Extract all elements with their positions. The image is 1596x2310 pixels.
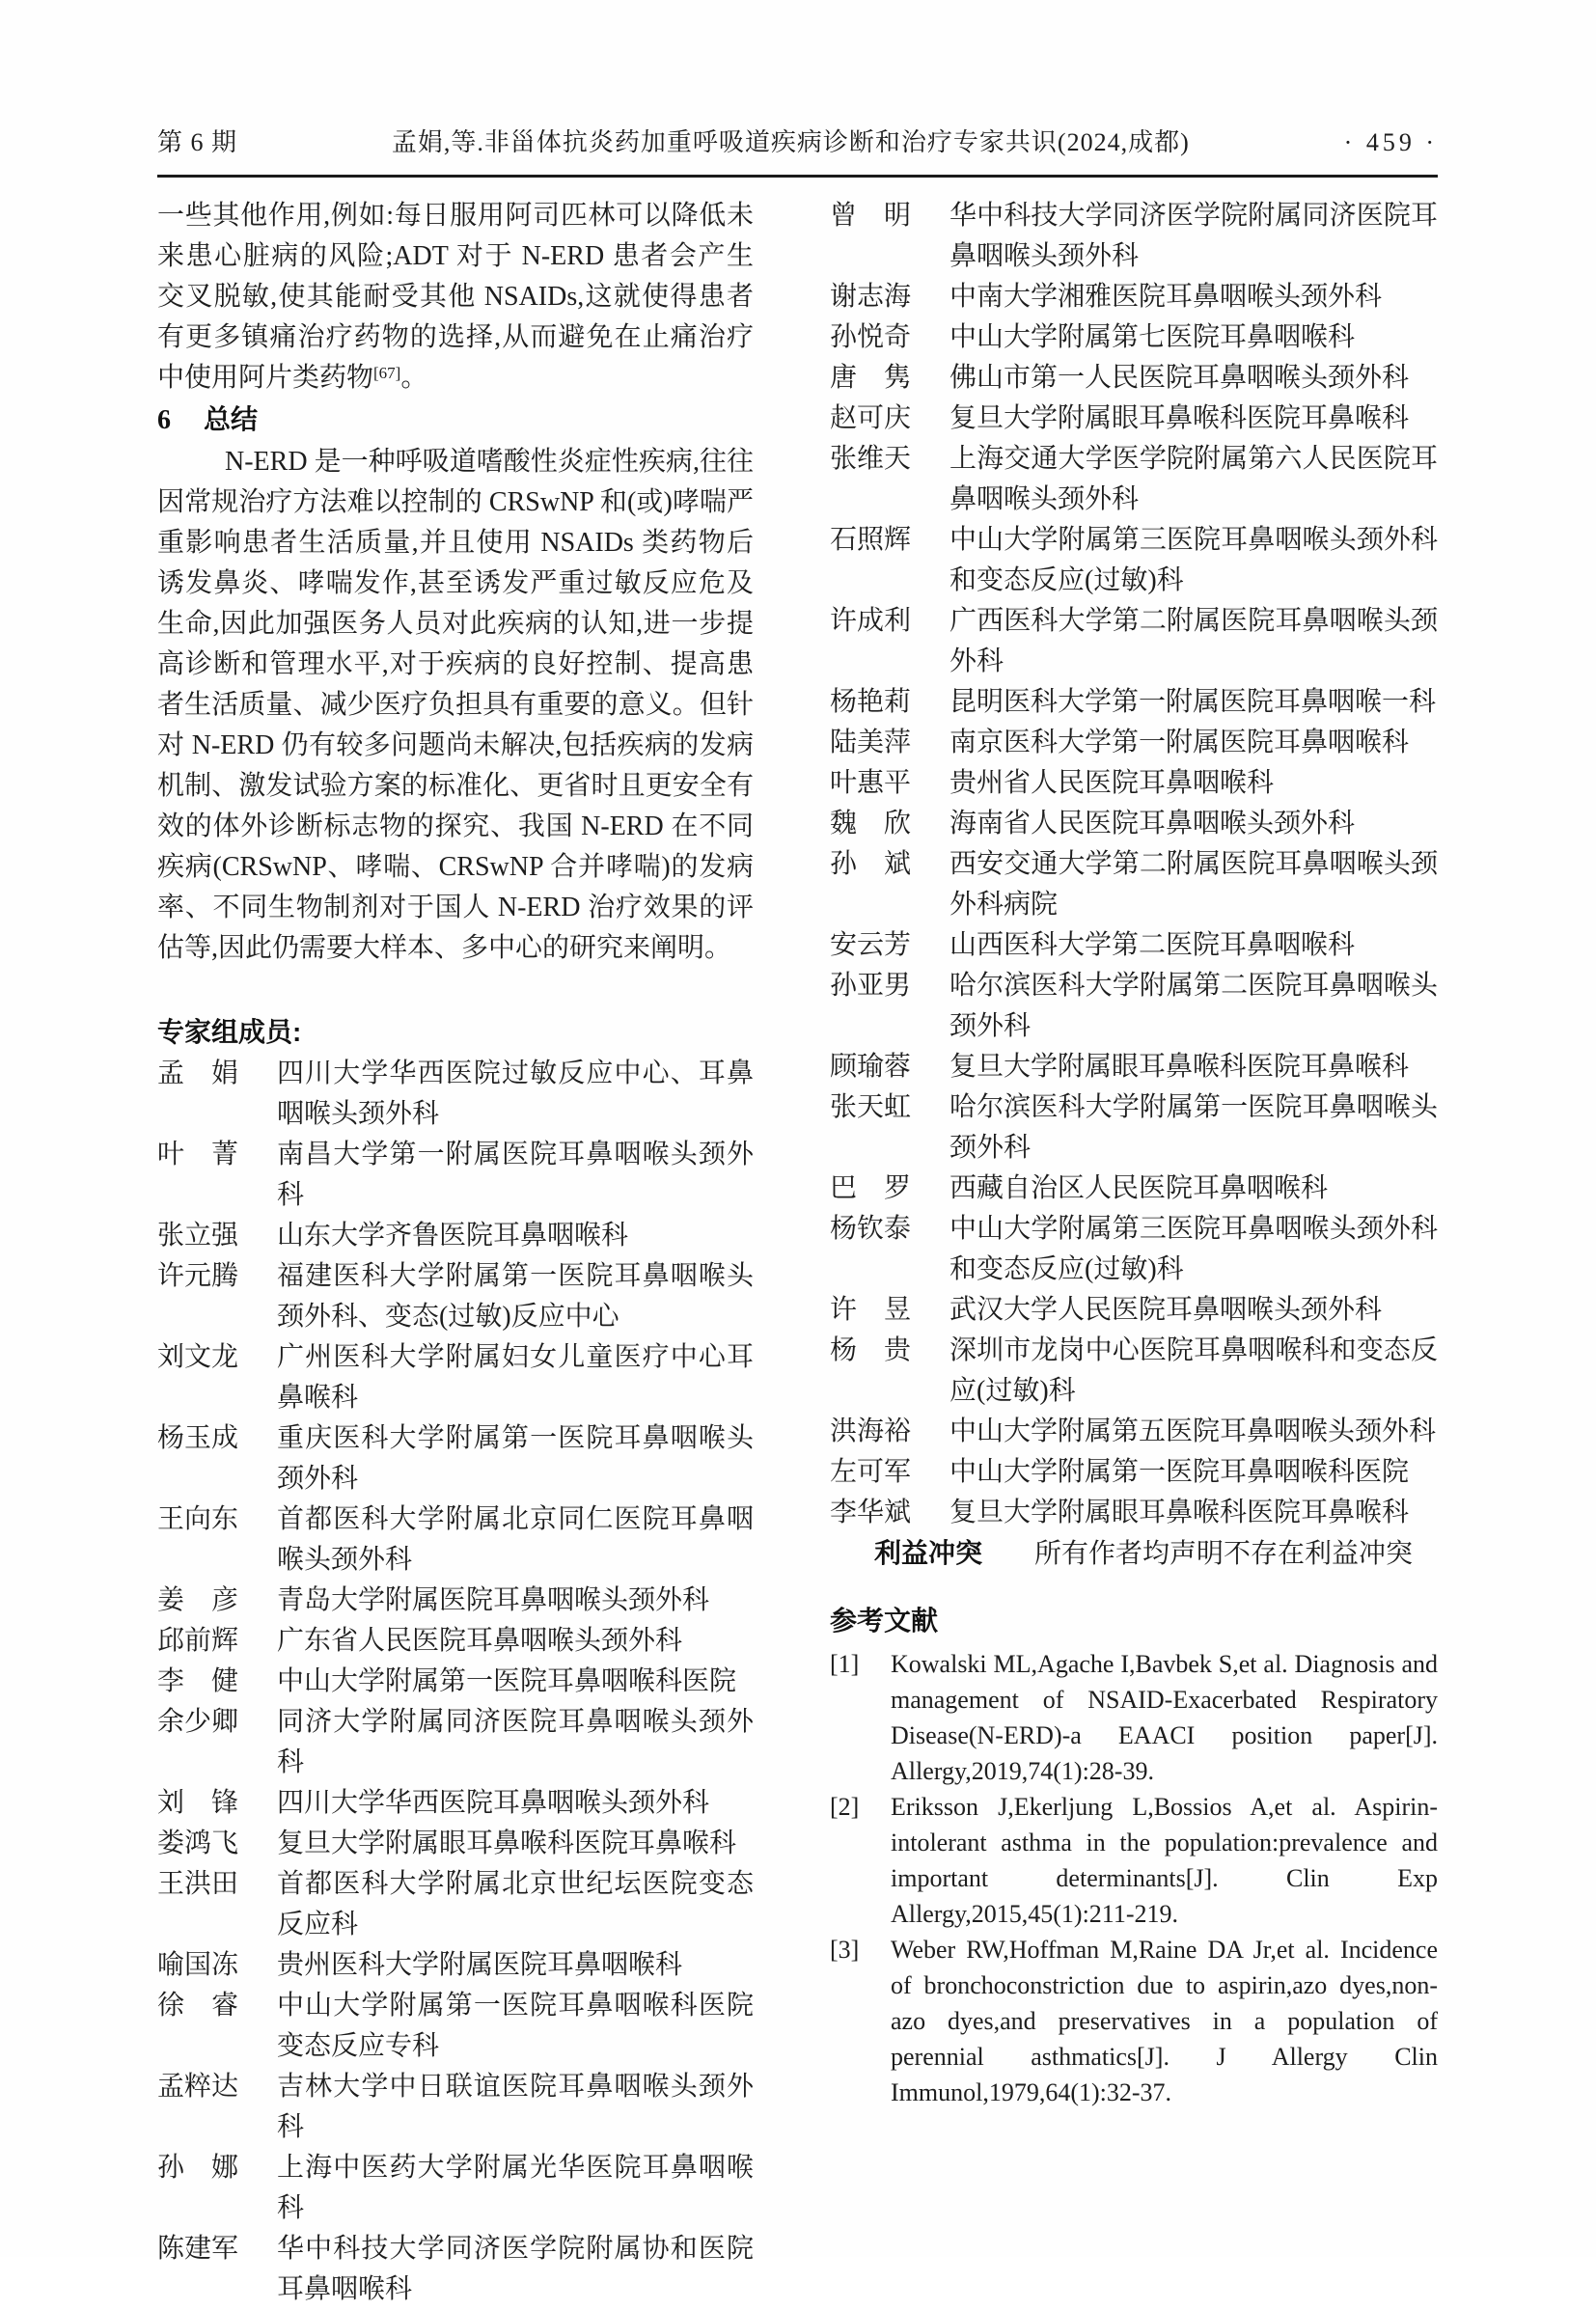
reference-number: [1] [830, 1650, 860, 1678]
experts-heading: 专家组成员: [157, 1017, 302, 1047]
expert-affiliation: 首都医科大学附属北京世纪坛医院变态反应科 [277, 1869, 754, 1939]
expert-name: 杨艳莉 [830, 687, 912, 717]
expert-row [830, 520, 1438, 601]
expert-name: 孟 娟 [157, 1059, 239, 1088]
expert-row [830, 601, 1438, 682]
expert-row [830, 723, 1438, 763]
expert-name: 孙 斌 [830, 849, 912, 879]
expert-affiliation: 首都医科大学附属北京同仁医院耳鼻咽喉头颈外科 [277, 1504, 754, 1575]
expert-affiliation: 哈尔滨医科大学附属第二医院耳鼻咽喉头颈外科 [949, 971, 1438, 1041]
expert-row [157, 1783, 754, 1824]
expert-row [157, 1824, 754, 1864]
reference-text: Weber RW,Hoffman M,Raine DA Jr,et al. Incidence of bronchoconstriction due to aspirin,azo dyes,non-azo dyes,and preservatives in a population of perennial asthmatics[J]. J Allergy Clin Immunol,1979,64(1):32-37. [891, 1936, 1438, 2106]
expert-affiliation: 复旦大学附属眼耳鼻喉科医院耳鼻喉科 [277, 1829, 737, 1858]
expert-row [830, 1412, 1438, 1452]
reference-text: Kowalski ML,Agache I,Bavbek S,et al. Diagnosis and management of NSAID-Exacerbated Respiratory Disease(N-ERD)-a EAACI position paper[J]. Allergy,2019,74(1):28-39. [891, 1650, 1438, 1785]
running-title: 孟娟,等.非甾体抗炎药加重呼吸道疾病诊断和治疗专家共识(2024,成都) [391, 128, 1190, 156]
expert-affiliation: 佛山市第一人民医院耳鼻咽喉头颈外科 [949, 363, 1410, 393]
expert-name: 邱前辉 [157, 1626, 239, 1656]
expert-affiliation: 昆明医科大学第一附属医院耳鼻咽喉一科 [949, 687, 1437, 717]
page-header [157, 124, 1438, 162]
expert-affiliation: 西藏自治区人民医院耳鼻咽喉科 [949, 1173, 1329, 1203]
left-column [157, 196, 754, 2310]
expert-affiliation: 四川大学华西医院过敏反应中心、耳鼻咽喉头颈外科 [277, 1059, 754, 1129]
expert-affiliation: 华中科技大学同济医学院附属同济医院耳鼻咽喉头颈外科 [949, 201, 1438, 271]
expert-row [157, 1662, 754, 1702]
expert-row [830, 317, 1438, 358]
expert-affiliation: 复旦大学附属眼耳鼻喉科医院耳鼻喉科 [949, 1498, 1410, 1527]
reference-number: [3] [830, 1936, 860, 1964]
conflict-of-interest-label: 利益冲突 [874, 1538, 983, 1568]
references-heading: 参考文献 [830, 1606, 939, 1636]
expert-row [157, 2067, 754, 2148]
expert-name: 左可军 [830, 1457, 912, 1487]
experts-list-left [157, 1054, 754, 2310]
expert-name: 顾瑜蓉 [830, 1052, 912, 1082]
expert-row [830, 804, 1438, 844]
expert-affiliation: 山西医科大学第二医院耳鼻咽喉科 [949, 930, 1356, 960]
expert-name: 许元腾 [157, 1261, 239, 1291]
expert-affiliation: 中南大学湘雅医院耳鼻咽喉头颈外科 [949, 282, 1383, 312]
expert-name: 张天虹 [830, 1092, 912, 1122]
expert-name: 陈建军 [157, 2234, 239, 2264]
expert-name: 姜 彦 [157, 1585, 239, 1615]
header-rule [157, 175, 1438, 178]
expert-affiliation: 西安交通大学第二附属医院耳鼻咽喉头颈外科病院 [949, 849, 1438, 920]
expert-name: 张维天 [830, 444, 912, 474]
expert-name: 杨玉成 [157, 1423, 239, 1453]
expert-affiliation: 广东省人民医院耳鼻咽喉头颈外科 [277, 1626, 683, 1656]
expert-affiliation: 上海中医药大学附属光华医院耳鼻咽喉科 [277, 2153, 754, 2223]
expert-row [830, 763, 1438, 804]
expert-affiliation: 武汉大学人民医院耳鼻咽喉头颈外科 [949, 1295, 1383, 1325]
right-column [830, 196, 1438, 2110]
expert-affiliation: 上海交通大学医学院附属第六人民医院耳鼻咽喉头颈外科 [949, 444, 1438, 514]
paragraph-period: 。 [400, 363, 428, 393]
expert-affiliation: 南昌大学第一附属医院耳鼻咽喉头颈外科 [277, 1140, 754, 1210]
expert-row [157, 1864, 754, 1945]
expert-affiliation: 广州医科大学附属妇女儿童医疗中心耳鼻喉科 [277, 1342, 754, 1413]
expert-name: 陆美萍 [830, 728, 912, 757]
expert-name: 赵可庆 [830, 403, 912, 433]
expert-name: 唐 隽 [830, 363, 912, 393]
expert-name: 谢志海 [830, 282, 912, 312]
expert-row [830, 439, 1438, 520]
expert-name: 孙亚男 [830, 971, 912, 1001]
conflict-of-interest-text: 所有作者均声明不存在利益冲突 [1034, 1539, 1414, 1569]
expert-affiliation: 哈尔滨医科大学附属第一医院耳鼻咽喉头颈外科 [949, 1092, 1438, 1163]
expert-affiliation: 贵州医科大学附属医院耳鼻咽喉科 [277, 1950, 683, 1980]
reference-text: Eriksson J,Ekerljung L,Bossios A,et al. Aspirin-intolerant asthma in the population:prevalence and important determinants[J]. Clin Exp Allergy,2015,45(1):211-219. [891, 1793, 1438, 1928]
expert-row [157, 1499, 754, 1581]
expert-name: 孙 娜 [157, 2153, 239, 2183]
expert-row [830, 1290, 1438, 1331]
experts-list-right [830, 196, 1438, 1533]
expert-affiliation: 同济大学附属同济医院耳鼻咽喉头颈外科 [277, 1707, 754, 1777]
expert-row [157, 1256, 754, 1337]
expert-row [830, 1087, 1438, 1169]
reference-number: [2] [830, 1793, 860, 1821]
expert-row [157, 1986, 754, 2067]
page-number: · 459 · [1343, 128, 1438, 156]
expert-affiliation: 中山大学附属第五医院耳鼻咽喉头颈外科 [949, 1416, 1437, 1446]
summary-paragraph: N-ERD 是一种呼吸道嗜酸性炎症性疾病,往往因常规治疗方法难以控制的 CRSwNP 和(或)哮喘严重影响患者生活质量,并且使用 NSAIDs 类药物后诱发鼻炎、哮喘发作,甚至诱发严重过敏反应危及生命,因此加强医务人员对此疾病的认知,进一步提高诊断和管理水平,对于疾病的良好控制、提高患者生活质量、减少医疗负担具有重要的意义。但针对 N-ERD 仍有较多问题尚未解决,包括疾病的发病机制、激发试验方案的标准化、更省时且更安全有效的体外诊断标志物的探究、我国 N-ERD 在不同疾病(CRSwNP、哮喘、CRSwNP 合并哮喘)的发病率、不同生物制剂对于国人 N-ERD 治疗效果的评估等,因此仍需要大样本、多中心的研究来阐明。 [157, 447, 754, 963]
expert-affiliation: 重庆医科大学附属第一医院耳鼻咽喉头颈外科 [277, 1423, 754, 1494]
expert-name: 喻国冻 [157, 1950, 239, 1980]
expert-row [830, 196, 1438, 277]
expert-affiliation: 复旦大学附属眼耳鼻喉科医院耳鼻喉科 [949, 1052, 1410, 1082]
references-list [830, 1646, 1438, 2110]
expert-name: 孟粹达 [157, 2072, 239, 2102]
expert-row [830, 399, 1438, 439]
expert-affiliation: 吉林大学中日联谊医院耳鼻咽喉头颈外科 [277, 2072, 754, 2142]
expert-affiliation: 中山大学附属第一医院耳鼻咽喉科医院变态反应专科 [277, 1991, 754, 2061]
expert-affiliation: 山东大学齐鲁医院耳鼻咽喉科 [277, 1221, 629, 1251]
expert-name: 巴 罗 [830, 1173, 912, 1203]
paragraph-text: 一些其他作用,例如:每日服用阿司匹林可以降低未来患心脏病的风险;ADT 对于 N-ERD 患者会产生交叉脱敏,使其能耐受其他 NSAIDs,这就使得患者有更多镇痛治疗药物的选择,从而避免在止痛治疗中使用阿片类药物 [157, 201, 754, 393]
reference-item [830, 1932, 1438, 2110]
expert-name: 刘 锋 [157, 1788, 239, 1818]
expert-row [157, 1418, 754, 1499]
expert-row [157, 1945, 754, 1986]
expert-affiliation: 青岛大学附属医院耳鼻咽喉头颈外科 [277, 1585, 710, 1615]
section-number: 6 [157, 405, 171, 435]
expert-name: 许成利 [830, 606, 912, 636]
expert-affiliation: 中山大学附属第七医院耳鼻咽喉科 [949, 322, 1356, 352]
reference-item [830, 1646, 1438, 1789]
expert-row [157, 1216, 754, 1256]
expert-name: 徐 睿 [157, 1991, 239, 2021]
expert-name: 张立强 [157, 1221, 239, 1251]
expert-name: 王向东 [157, 1504, 239, 1534]
expert-row [830, 1331, 1438, 1412]
expert-name: 余少卿 [157, 1707, 239, 1737]
expert-row [157, 1135, 754, 1216]
expert-affiliation: 复旦大学附属眼耳鼻喉科医院耳鼻喉科 [949, 403, 1410, 433]
expert-name: 魏 欣 [830, 809, 912, 839]
expert-row [157, 1702, 754, 1783]
expert-name: 杨 贵 [830, 1335, 912, 1365]
expert-affiliation: 贵州省人民医院耳鼻咽喉科 [949, 768, 1275, 798]
expert-row [830, 1493, 1438, 1533]
expert-row [830, 844, 1438, 925]
expert-name: 叶 菁 [157, 1140, 239, 1169]
expert-row [157, 2229, 754, 2310]
expert-name: 杨钦泰 [830, 1214, 912, 1244]
expert-affiliation: 中山大学附属第三医院耳鼻咽喉头颈外科和变态反应(过敏)科 [949, 1214, 1438, 1284]
issue-label: 第 6 期 [157, 128, 238, 156]
expert-affiliation: 中山大学附属第一医院耳鼻咽喉科医院 [277, 1666, 737, 1696]
citation-superscript: [67] [373, 364, 401, 382]
expert-row [830, 1169, 1438, 1209]
expert-affiliation: 中山大学附属第三医院耳鼻咽喉头颈外科和变态反应(过敏)科 [949, 525, 1438, 595]
expert-row [830, 358, 1438, 399]
expert-name: 王洪田 [157, 1869, 239, 1899]
expert-row [157, 1581, 754, 1621]
expert-row [830, 1209, 1438, 1290]
expert-row [830, 1452, 1438, 1493]
paragraph-continuation [157, 196, 754, 399]
expert-name: 洪海裕 [830, 1416, 912, 1446]
expert-name: 娄鸿飞 [157, 1829, 239, 1858]
section-title: 总结 [204, 404, 259, 434]
expert-name: 李 健 [157, 1666, 239, 1696]
expert-affiliation: 广西医科大学第二附属医院耳鼻咽喉头颈外科 [949, 606, 1438, 676]
expert-name: 刘文龙 [157, 1342, 239, 1372]
expert-row [157, 1621, 754, 1662]
expert-name: 孙悦奇 [830, 322, 912, 352]
reference-item [830, 1789, 1438, 1932]
expert-affiliation: 南京医科大学第一附属医院耳鼻咽喉科 [949, 728, 1410, 757]
expert-affiliation: 福建医科大学附属第一医院耳鼻咽喉头颈外科、变态(过敏)反应中心 [277, 1261, 754, 1332]
expert-affiliation: 海南省人民医院耳鼻咽喉头颈外科 [949, 809, 1356, 839]
expert-name: 石照辉 [830, 525, 912, 555]
expert-row [830, 277, 1438, 317]
expert-affiliation: 华中科技大学同济医学院附属协和医院耳鼻咽喉科 [277, 2234, 754, 2304]
conflict-of-interest [830, 1533, 1438, 1575]
expert-row [830, 925, 1438, 966]
expert-name: 安云芳 [830, 930, 912, 960]
expert-affiliation: 深圳市龙岗中心医院耳鼻咽喉科和变态反应(过敏)科 [949, 1335, 1438, 1406]
expert-affiliation: 中山大学附属第一医院耳鼻咽喉科医院 [949, 1457, 1410, 1487]
expert-name: 李华斌 [830, 1498, 912, 1527]
expert-row [157, 1337, 754, 1418]
expert-row [157, 2148, 754, 2229]
section-heading-summary [157, 399, 754, 442]
expert-name: 曾 明 [830, 201, 912, 231]
expert-row [830, 966, 1438, 1047]
expert-affiliation: 四川大学华西医院耳鼻咽喉头颈外科 [277, 1788, 710, 1818]
expert-row [830, 1047, 1438, 1087]
expert-row [830, 682, 1438, 723]
expert-name: 叶惠平 [830, 768, 912, 798]
expert-name: 许 昱 [830, 1295, 912, 1325]
expert-row [157, 1054, 754, 1135]
